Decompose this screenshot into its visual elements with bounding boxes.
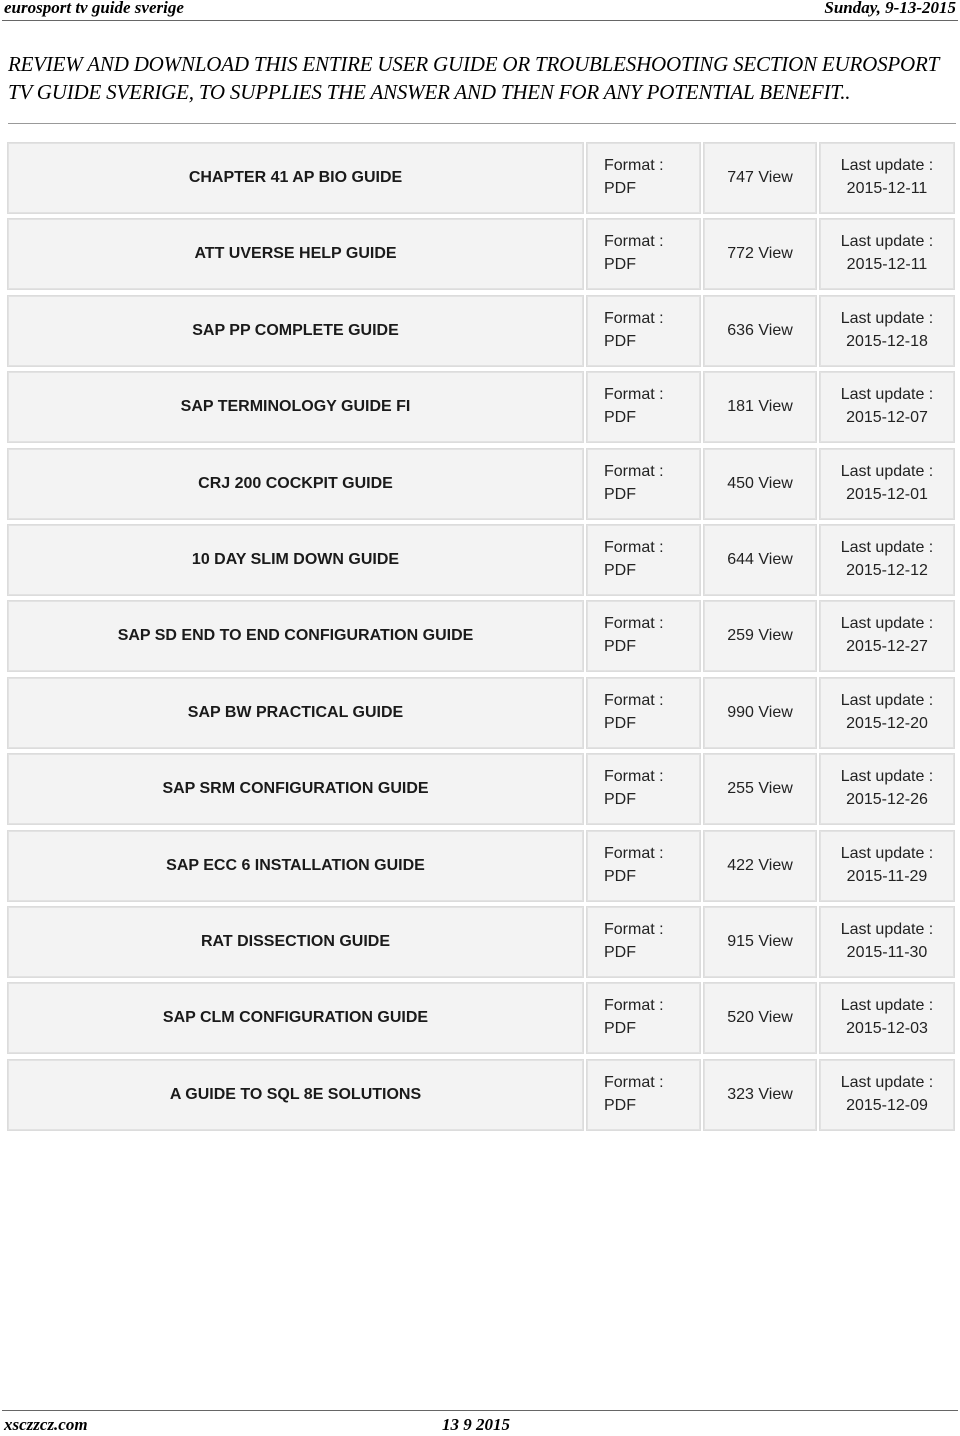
last-update-date: 2015-12-09 — [846, 1096, 928, 1114]
format-cell — [587, 219, 700, 289]
guide-title[interactable]: CRJ 200 COCKPIT GUIDE — [198, 474, 393, 492]
format-label: Format : — [604, 997, 664, 1015]
update-cell — [820, 907, 954, 977]
format-cell — [587, 754, 700, 824]
views-cell — [704, 143, 816, 213]
view-count: 915 View — [727, 932, 793, 950]
table-row — [6, 599, 956, 675]
guide-title-link[interactable] — [8, 983, 583, 1053]
table-row — [6, 1058, 956, 1134]
intro-divider — [8, 123, 956, 124]
format-value: PDF — [604, 180, 636, 197]
format-cell — [587, 449, 700, 519]
guide-title[interactable]: SAP SRM CONFIGURATION GUIDE — [162, 780, 429, 798]
table-row — [6, 217, 956, 293]
update-cell — [820, 983, 954, 1053]
table-row — [6, 905, 956, 981]
last-update-label: Last update : — [840, 462, 934, 480]
update-cell — [820, 296, 954, 366]
format-value: PDF — [604, 409, 636, 427]
view-count: 747 View — [727, 169, 793, 186]
update-cell — [820, 1060, 954, 1130]
views-cell — [704, 601, 816, 671]
update-cell — [820, 525, 954, 595]
table-row — [6, 752, 956, 828]
guide-title-link[interactable] — [8, 296, 583, 366]
view-count: 181 View — [727, 398, 793, 416]
guide-title[interactable]: SAP CLM CONFIGURATION GUIDE — [162, 1009, 429, 1027]
last-update-date: 2015-12-18 — [846, 332, 928, 350]
format-cell — [587, 678, 700, 748]
views-cell — [704, 678, 816, 748]
last-update-date: 2015-12-07 — [846, 409, 928, 427]
views-cell — [704, 983, 816, 1053]
guide-title-link[interactable] — [8, 754, 583, 824]
format-label: Format : — [604, 615, 664, 633]
format-cell — [587, 831, 700, 901]
view-count: 644 View — [727, 550, 793, 568]
guide-title[interactable]: SAP ECC 6 INSTALLATION GUIDE — [166, 856, 425, 874]
format-value: PDF — [604, 943, 636, 961]
format-label: Format : — [604, 691, 664, 709]
guide-title-link[interactable] — [8, 372, 583, 442]
table-row — [6, 981, 956, 1057]
format-cell — [587, 907, 700, 977]
view-count: 259 View — [727, 627, 793, 645]
guide-title-link[interactable] — [8, 831, 583, 901]
guide-title[interactable]: ATT UVERSE HELP GUIDE — [194, 245, 397, 263]
format-cell — [587, 601, 700, 671]
views-cell — [704, 449, 816, 519]
last-update-label: Last update : — [840, 157, 934, 174]
format-label: Format : — [604, 309, 664, 327]
guide-title[interactable]: SAP BW PRACTICAL GUIDE — [187, 703, 404, 721]
last-update-label: Last update : — [840, 538, 934, 556]
last-update-date: 2015-12-11 — [846, 180, 928, 197]
views-cell — [704, 754, 816, 824]
last-update-label: Last update : — [840, 691, 934, 709]
guide-title[interactable]: SAP PP COMPLETE GUIDE — [192, 321, 399, 339]
view-count: 450 View — [727, 474, 793, 492]
last-update-label: Last update : — [840, 386, 934, 404]
guide-title-link[interactable] — [8, 525, 583, 595]
page-footer — [0, 1408, 960, 1436]
guide-title[interactable]: 10 DAY SLIM DOWN GUIDE — [191, 550, 400, 568]
table-row — [6, 141, 956, 217]
last-update-label: Last update : — [840, 844, 934, 862]
last-update-date: 2015-12-01 — [846, 485, 928, 503]
format-value: PDF — [604, 1020, 636, 1038]
update-cell — [820, 601, 954, 671]
format-value: PDF — [604, 1096, 636, 1114]
view-count: 422 View — [727, 856, 793, 874]
view-count: 255 View — [727, 780, 793, 798]
format-label: Format : — [604, 538, 664, 556]
last-update-date: 2015-11-29 — [846, 867, 928, 885]
footer-domain: xsczzcz.com — [4, 1415, 88, 1434]
intro-paragraph: REVIEW AND DOWNLOAD THIS ENTIRE USER GUIDE OR TROUBLESHOOTING SECTION EUROSPORT TV GUIDE SVERIGE, TO SUPPLIES THE ANSWER AND THEN FOR ANY POTENTIAL BENEFIT.. — [8, 52, 939, 104]
update-cell — [820, 831, 954, 901]
views-cell — [704, 219, 816, 289]
views-cell — [704, 1060, 816, 1130]
format-value: PDF — [604, 638, 636, 656]
guide-title[interactable]: CHAPTER 41 AP BIO GUIDE — [188, 169, 403, 186]
format-value: PDF — [604, 485, 636, 503]
last-update-label: Last update : — [840, 920, 934, 938]
last-update-date: 2015-12-20 — [846, 714, 928, 732]
update-cell — [820, 219, 954, 289]
last-update-date: 2015-12-03 — [846, 1020, 928, 1038]
guide-title-link[interactable] — [8, 601, 583, 671]
guide-title[interactable]: SAP TERMINOLOGY GUIDE FI — [180, 398, 411, 416]
last-update-label: Last update : — [840, 1073, 934, 1091]
guide-title[interactable]: A GUIDE TO SQL 8E SOLUTIONS — [169, 1085, 422, 1103]
view-count: 636 View — [727, 321, 793, 339]
last-update-date: 2015-11-30 — [846, 943, 928, 961]
format-cell — [587, 983, 700, 1053]
format-value: PDF — [604, 256, 636, 274]
format-value: PDF — [604, 867, 636, 885]
last-update-label: Last update : — [840, 997, 934, 1015]
views-cell — [704, 296, 816, 366]
guide-title-link[interactable] — [8, 143, 583, 213]
format-label: Format : — [604, 462, 664, 480]
format-cell — [587, 296, 700, 366]
guide-table — [6, 141, 956, 1134]
guide-title-link[interactable] — [8, 219, 583, 289]
format-value: PDF — [604, 561, 636, 579]
update-cell — [820, 678, 954, 748]
table-row — [6, 676, 956, 752]
view-count: 990 View — [727, 703, 793, 721]
table-row — [6, 829, 956, 905]
update-cell — [820, 449, 954, 519]
header-divider — [2, 20, 958, 21]
views-cell — [704, 372, 816, 442]
guide-title-link[interactable] — [8, 907, 583, 977]
view-count: 520 View — [727, 1009, 793, 1027]
view-count: 772 View — [727, 245, 793, 263]
format-label: Format : — [604, 844, 664, 862]
guide-title-link[interactable] — [8, 678, 583, 748]
view-count: 323 View — [727, 1085, 793, 1103]
header-date: Sunday, 9-13-2015 — [824, 0, 956, 17]
format-label: Format : — [604, 233, 664, 251]
last-update-date: 2015-12-26 — [846, 791, 928, 809]
update-cell — [820, 143, 954, 213]
format-value: PDF — [604, 332, 636, 350]
table-row — [6, 447, 956, 523]
last-update-date: 2015-12-11 — [846, 256, 928, 274]
format-label: Format : — [604, 386, 664, 404]
format-cell — [587, 1060, 700, 1130]
last-update-label: Last update : — [840, 615, 934, 633]
table-row — [6, 294, 956, 370]
table-row — [6, 523, 956, 599]
guide-title[interactable]: SAP SD END TO END CONFIGURATION GUIDE — [117, 627, 474, 645]
guide-title-link[interactable] — [8, 1060, 583, 1130]
format-value: PDF — [604, 714, 636, 732]
format-label: Format : — [604, 157, 664, 174]
format-label: Format : — [604, 1073, 664, 1091]
last-update-date: 2015-12-12 — [846, 561, 928, 579]
last-update-label: Last update : — [840, 768, 934, 786]
views-cell — [704, 831, 816, 901]
format-cell — [587, 143, 700, 213]
update-cell — [820, 372, 954, 442]
format-value: PDF — [604, 791, 636, 809]
last-update-date: 2015-12-27 — [846, 638, 928, 656]
last-update-label: Last update : — [840, 233, 934, 251]
last-update-label: Last update : — [840, 309, 934, 327]
format-label: Format : — [604, 768, 664, 786]
footer-date: 13 9 2015 — [442, 1415, 510, 1434]
format-cell — [587, 372, 700, 442]
format-label: Format : — [604, 920, 664, 938]
format-cell — [587, 525, 700, 595]
site-title: eurosport tv guide sverige — [4, 0, 184, 17]
table-row — [6, 370, 956, 446]
views-cell — [704, 525, 816, 595]
guide-title-link[interactable] — [8, 449, 583, 519]
views-cell — [704, 907, 816, 977]
update-cell — [820, 754, 954, 824]
guide-title[interactable]: RAT DISSECTION GUIDE — [200, 932, 391, 950]
page-header — [0, 0, 960, 22]
